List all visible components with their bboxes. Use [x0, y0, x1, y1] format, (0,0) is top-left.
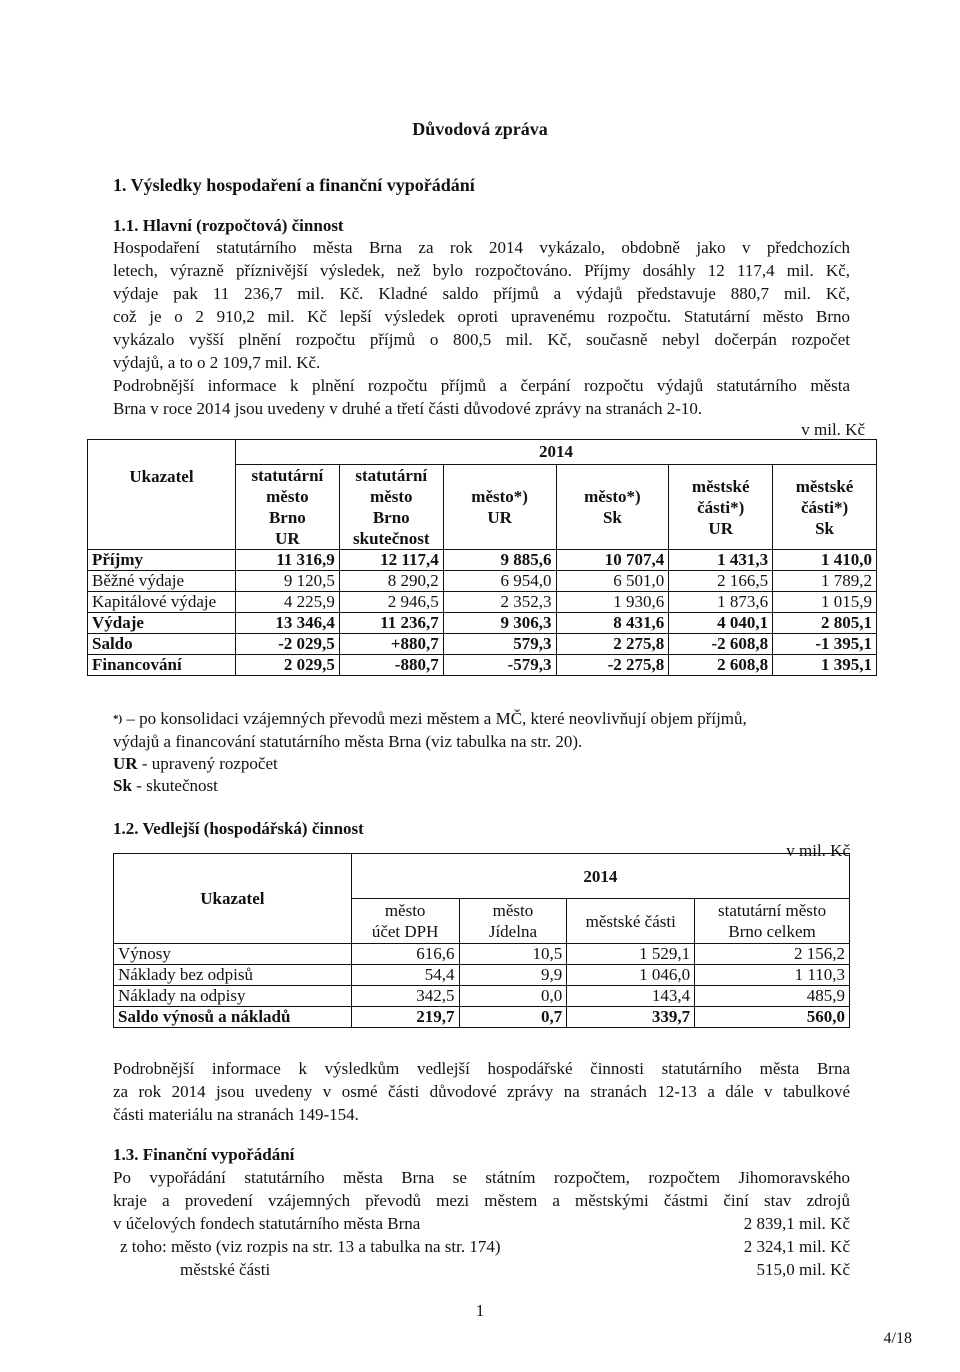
row-label: Saldo — [88, 634, 236, 655]
table-cell: 9 120,5 — [235, 571, 339, 592]
fund-label: z toho: město (viz rozpis na str. 13 a tabulka na str. 174) — [120, 1237, 501, 1256]
table-cell: 1 930,6 — [556, 592, 669, 613]
column-header-line: Brno celkem — [728, 922, 816, 941]
column-header-line: Brno — [268, 508, 306, 527]
table-cell: +880,7 — [339, 634, 443, 655]
table-cell: 616,6 — [351, 944, 459, 965]
paragraph-line: výdajů, a to o 2 109,7 mil. Kč. — [113, 353, 321, 372]
table-year-header: 2014 — [351, 854, 849, 899]
table-column-header — [235, 465, 339, 550]
unit-label: v mil. Kč — [786, 841, 850, 860]
paragraph-line: kraje a provedení vzájemných převodů mezi městem a městskými částmi činí stav zdrojů — [113, 1191, 850, 1210]
table-cell: 2 029,5 — [235, 655, 339, 676]
table-column-header — [773, 465, 877, 550]
table-header-ukazatel: Ukazatel — [88, 440, 236, 550]
row-label: Financování — [88, 655, 236, 676]
table-cell: 1 046,0 — [567, 965, 695, 986]
secondary-activity-table — [113, 853, 850, 1028]
section-1-2-heading: 1.2. Vedlejší (hospodářská) činnost — [113, 819, 364, 838]
row-label: Kapitálové výdaje — [88, 592, 236, 613]
table-cell: -1 395,1 — [773, 634, 877, 655]
legend-sk-abbr: Sk — [113, 776, 132, 795]
row-label: Výdaje — [88, 613, 236, 634]
column-header-line: Sk — [815, 518, 835, 538]
budget-results-table — [87, 439, 877, 676]
column-header-line: skutečnost — [353, 529, 430, 548]
table-row — [88, 655, 877, 676]
table-year-header: 2014 — [235, 440, 876, 465]
table-cell: 10,5 — [459, 944, 567, 965]
table-row — [88, 613, 877, 634]
table-cell: 1 015,9 — [773, 592, 877, 613]
paragraph-line: části materiálu na stranách 149-154. — [113, 1105, 359, 1124]
row-label: Náklady bez odpisů — [114, 965, 352, 986]
legend-ur-abbr: UR — [113, 754, 138, 773]
column-header-line: městské — [691, 476, 750, 496]
table-cell: 6 501,0 — [556, 571, 669, 592]
table-cell: 485,9 — [695, 986, 850, 1007]
section-1-3-heading: 1.3. Finanční vypořádání — [113, 1145, 295, 1164]
table-cell: 342,5 — [351, 986, 459, 1007]
table-row — [88, 571, 877, 592]
paragraph-line: Podrobnější informace k výsledkům vedlejší hospodářské činnosti statutárního města Brna — [113, 1059, 850, 1078]
table-row — [114, 944, 850, 965]
table-cell: 1 873,6 — [669, 592, 773, 613]
table-cell: 2 946,5 — [339, 592, 443, 613]
column-header-line: účet DPH — [371, 922, 439, 941]
table-column-header — [351, 899, 459, 944]
table-cell: 2 275,8 — [556, 634, 669, 655]
table-cell: 9 885,6 — [443, 550, 556, 571]
column-header-line: město*) — [471, 487, 528, 506]
fund-label: městské části — [180, 1260, 271, 1279]
legend-sk — [113, 775, 218, 797]
paragraph-line: Hospodaření statutárního města Brna za rok 2014 vykázalo, obdobně jako v předchozích — [113, 238, 850, 257]
column-header-line: statutární — [251, 466, 324, 485]
page-number: 1 — [475, 1301, 485, 1320]
column-header-line: město — [266, 487, 309, 506]
fund-value: 515,0 mil. Kč — [756, 1260, 850, 1279]
table-cell: 339,7 — [567, 1007, 695, 1028]
table-cell: 2 352,3 — [443, 592, 556, 613]
document-title: Důvodová zpráva — [412, 119, 548, 139]
fund-label: v účelových fondech statutárního města Brna — [113, 1214, 421, 1233]
table-column-header — [567, 899, 695, 944]
paragraph-line: letech, výrazně příznivější výsledek, než bylo rozpočtováno. Příjmy dosáhly 12 117,4 mil. Kč, — [113, 261, 850, 280]
row-label: Výnosy — [114, 944, 352, 965]
column-header-line: UR — [708, 518, 733, 538]
table-row — [88, 634, 877, 655]
table-cell: 2 156,2 — [695, 944, 850, 965]
footnote-line: výdajů a financování statutárního města Brna (viz tabulka na str. 20). — [113, 732, 583, 751]
column-header-line: město*) — [584, 487, 641, 506]
column-header-line: město — [370, 487, 413, 506]
column-header-line: město — [384, 901, 426, 920]
row-label: Příjmy — [88, 550, 236, 571]
table-cell: 2 608,8 — [669, 655, 773, 676]
table-cell: 1 110,3 — [695, 965, 850, 986]
table-cell: -2 608,8 — [669, 634, 773, 655]
table-cell: 0,7 — [459, 1007, 567, 1028]
sheet-number: 4/18 — [883, 1330, 912, 1347]
column-header-line: Jídelna — [488, 922, 537, 941]
table-header-ukazatel: Ukazatel — [114, 854, 352, 944]
legend-sk-text: - skutečnost — [131, 776, 218, 795]
table-cell: 1 431,3 — [669, 550, 773, 571]
table-cell: -579,3 — [443, 655, 556, 676]
paragraph-line: Brna v roce 2014 jsou uvedeny v druhé a třetí části důvodové zprávy na stranách 2-10. — [113, 399, 703, 418]
table-cell: 9,9 — [459, 965, 567, 986]
column-header-line: Brno — [372, 508, 410, 527]
table-row — [114, 965, 850, 986]
footnote-line — [113, 708, 747, 730]
table-cell: 143,4 — [567, 986, 695, 1007]
column-header-line: statutární — [355, 466, 428, 485]
table-cell: 4 225,9 — [235, 592, 339, 613]
table-cell: -2 275,8 — [556, 655, 669, 676]
column-header-line: Sk — [602, 508, 622, 527]
unit-label: v mil. Kč — [801, 420, 865, 439]
paragraph-line: což je o 2 910,2 mil. Kč lepší výsledek oproti upravenému rozpočtu. Statutární město Brno — [113, 307, 850, 326]
table-cell: 11 316,9 — [235, 550, 339, 571]
column-header-line: části*) — [800, 497, 849, 517]
paragraph-line: Po vypořádání statutárního města Brna se státním rozpočtem, rozpočtem Jihomoravského — [113, 1168, 850, 1187]
table-cell: 1 529,1 — [567, 944, 695, 965]
table-column-header — [556, 465, 669, 550]
fund-value: 2 839,1 mil. Kč — [743, 1214, 850, 1233]
row-label: Běžné výdaje — [88, 571, 236, 592]
paragraph-line: Podrobnější informace k plnění rozpočtu příjmů a čerpání rozpočtu výdajů statutárního města — [113, 376, 850, 395]
table-cell: 2 166,5 — [669, 571, 773, 592]
column-header-line: UR — [487, 508, 512, 527]
legend-ur-text: - upravený rozpočet — [137, 754, 278, 773]
table-row — [114, 986, 850, 1007]
row-label: Saldo výnosů a nákladů — [114, 1007, 352, 1028]
column-header-line: město — [492, 901, 534, 920]
table-cell: 8 431,6 — [556, 613, 669, 634]
table-cell: 1 395,1 — [773, 655, 877, 676]
column-header-line: UR — [275, 529, 300, 548]
fund-value: 2 324,1 mil. Kč — [743, 1237, 850, 1256]
table-cell: -880,7 — [339, 655, 443, 676]
table-column-header — [695, 899, 850, 944]
table-cell: 560,0 — [695, 1007, 850, 1028]
column-header-line: statutární město — [718, 901, 827, 920]
table-cell: 2 805,1 — [773, 613, 877, 634]
table-cell: -2 029,5 — [235, 634, 339, 655]
row-label: Náklady na odpisy — [114, 986, 352, 1007]
table-cell: 12 117,4 — [339, 550, 443, 571]
table-row — [114, 1007, 850, 1028]
table-column-header — [459, 899, 567, 944]
table-row — [88, 592, 877, 613]
table-cell: 579,3 — [443, 634, 556, 655]
table-column-header — [669, 465, 773, 550]
table-cell: 1 789,2 — [773, 571, 877, 592]
table-row — [88, 550, 877, 571]
section-1-heading: 1. Výsledky hospodaření a finanční vypořádání — [113, 175, 475, 195]
section-1-1-heading: 1.1. Hlavní (rozpočtová) činnost — [113, 216, 344, 235]
paragraph-line: vykázalo vyšší plnění rozpočtu příjmů o 800,5 mil. Kč, současně nebyl dočerpán rozpočet — [113, 330, 850, 349]
column-header-line: městské — [795, 476, 854, 496]
table-cell: 4 040,1 — [669, 613, 773, 634]
table-cell: 219,7 — [351, 1007, 459, 1028]
paragraph-line: výdaje pak 11 236,7 mil. Kč. Kladné saldo příjmů a výdajů představuje 880,7 mil. Kč, — [113, 284, 850, 303]
paragraph-line: za rok 2014 jsou uvedeny v osmé části důvodové zprávy na stranách 12-13 a dále v tabulkové — [113, 1082, 850, 1101]
table-cell: 9 306,3 — [443, 613, 556, 634]
legend-ur — [113, 753, 278, 775]
footnote-text: – po konsolidaci vzájemných převodů mezi městem a MČ, které neovlivňují objem příjmů, — [122, 709, 747, 728]
table-cell: 11 236,7 — [339, 613, 443, 634]
table-cell: 10 707,4 — [556, 550, 669, 571]
column-header-line: části*) — [697, 497, 745, 517]
column-header-line: městské části — [585, 911, 676, 931]
table-cell: 13 346,4 — [235, 613, 339, 634]
table-cell: 8 290,2 — [339, 571, 443, 592]
table-column-header — [443, 465, 556, 550]
table-cell: 6 954,0 — [443, 571, 556, 592]
footnote-mark: *) — [113, 713, 123, 725]
table-cell: 54,4 — [351, 965, 459, 986]
table-cell: 1 410,0 — [773, 550, 877, 571]
table-column-header — [339, 465, 443, 550]
table-cell: 0,0 — [459, 986, 567, 1007]
